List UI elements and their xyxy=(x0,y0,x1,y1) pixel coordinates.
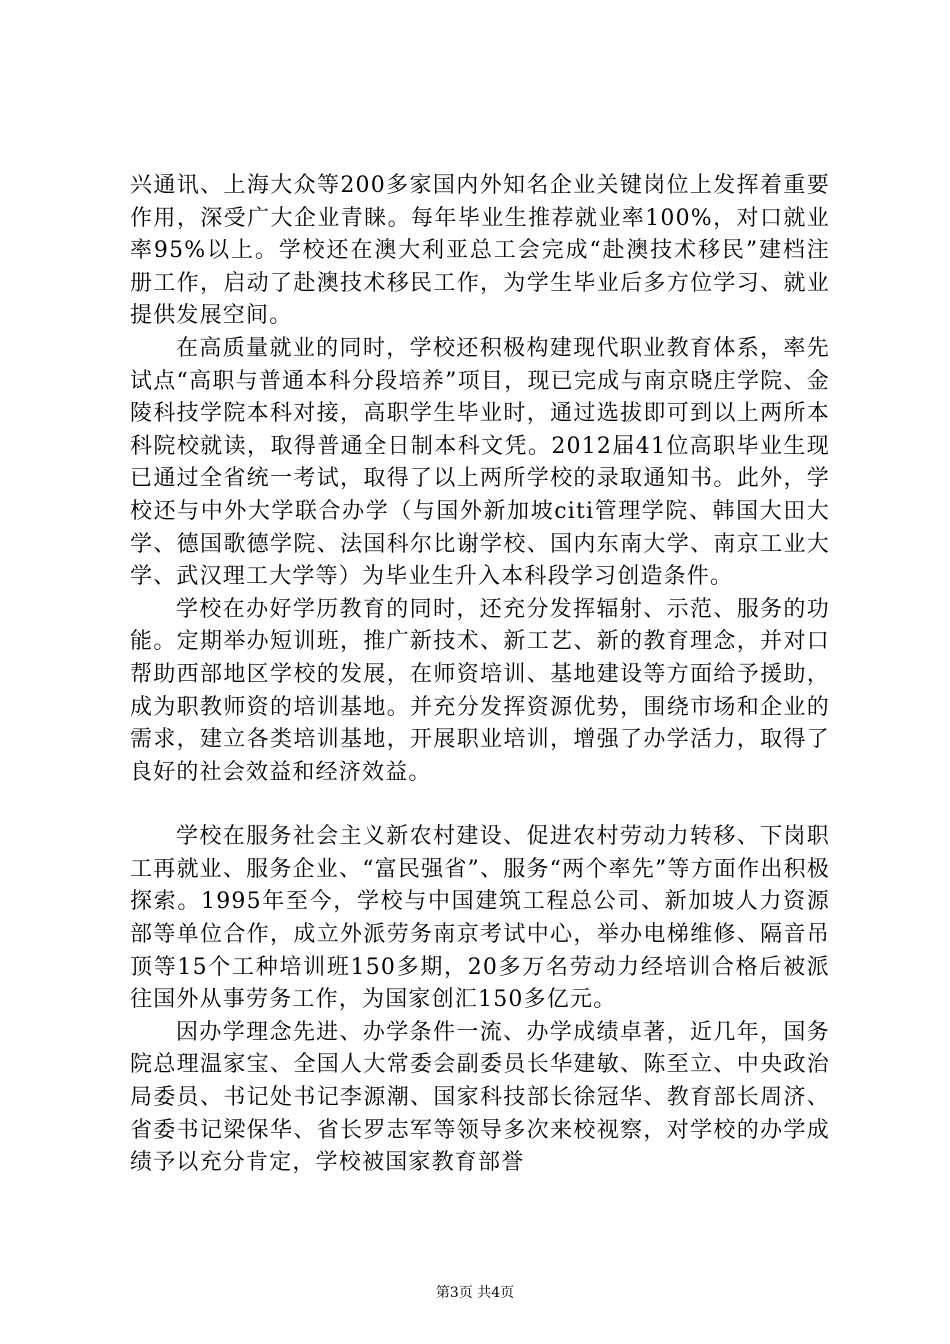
paragraph-leader-visits: 因办学理念先进、办学条件一流、办学成绩卓著，近几年，国务院总理温家宝、全国人大常委会副委员长华建敏、陈至立、中央政治局委员、书记处书记李源潮、国家科技部长徐冠华、教育部长周济、省委书记梁保华、省长罗志军等领导多次来校视察，对学校的办学成绩予以充分肯定，学校被国家教育部誉 xyxy=(130,1019,830,1176)
page-footer: 第3页 共4页 xyxy=(435,1285,515,1301)
paragraph-modern-education-system: 在高质量就业的同时，学校还积极构建现代职业教育体系，率先试点“高职与普通本科分段培养”项目，现已完成与南京晓庄学院、金陵科技学院本科对接，高职学生毕业时，通过选拔即可到以上两所本科院校就读，取得普通全日制本科文凭。2012届41位高职毕业生现已通过全省统一考试，取得了以上两所学校的录取通知书。此外，学校还与中外大学联合办学（与国外新加坡citi管理学院、韩国大田大学、德国歌德学院、法国科尔比谢学校、国内东南大学、南京工业大学、武汉理工大学等）为毕业生升入本科段学习创造条件。 xyxy=(130,335,830,590)
paragraph-continuation: 兴通讯、上海大众等200多家国内外知名企业关键岗位上发挥着重要作用，深受广大企业青睐。每年毕业生推荐就业率100%，对口就业率95%以上。学校还在澳大利亚总工会完成“赴澳技术移民”建档注册工作，启动了赴澳技术移民工作，为学生毕业后多方位学习、就业提供发展空间。 xyxy=(130,173,830,329)
paragraph-gap xyxy=(130,789,830,821)
paragraph-social-service: 学校在服务社会主义新农村建设、促进农村劳动力转移、下岗职工再就业、服务企业、“富民强省”、服务“两个率先”等方面作出积极探索。1995年至今，学校与中国建筑工程总公司、新加坡人力资源部等单位合作，成立外派劳务南京考试中心，举办电梯维修、隔音吊顶等15个工种培训班150多期，20多万名劳动力经培训合格后被派往国外从事劳务工作，为国家创汇150多亿元。 xyxy=(130,824,830,1013)
document-body xyxy=(130,170,830,1180)
paragraph-training-services: 学校在办好学历教育的同时，还充分发挥辐射、示范、服务的功能。定期举办短训班，推广新技术、新工艺、新的教育理念，并对口帮助西部地区学校的发展，在师资培训、基地建设等方面给予援助，成为职教师资的培训基地。并充分发挥资源优势，围绕市场和企业的需求，建立各类培训基地，开展职业培训，增强了办学活力，取得了良好的社会效益和经济效益。 xyxy=(130,596,830,785)
